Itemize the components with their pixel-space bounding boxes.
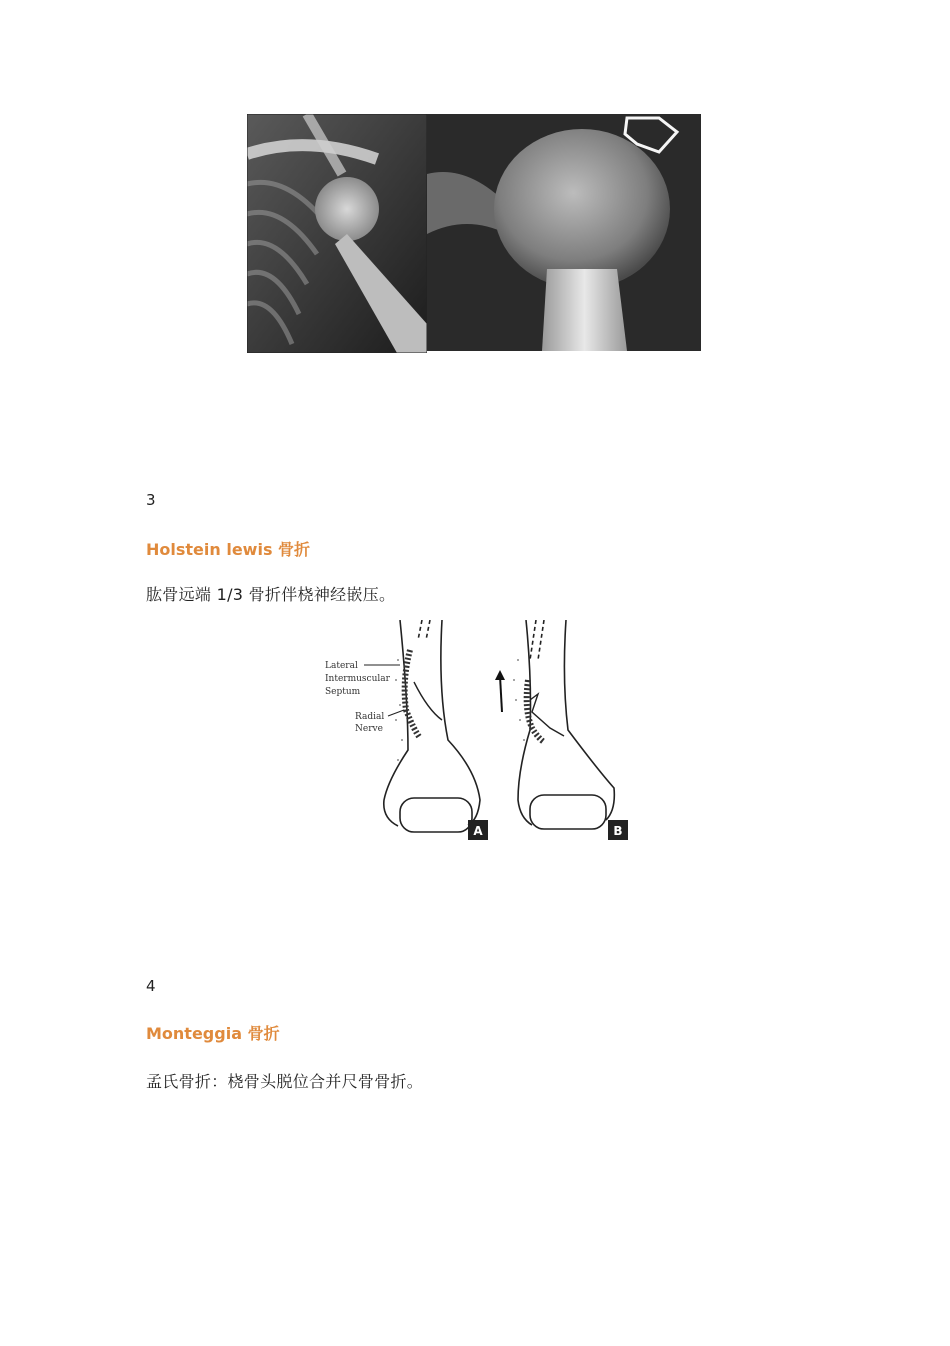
shoulder-xray-image xyxy=(247,114,427,353)
label-radial: Radial xyxy=(355,712,385,722)
section-number: 4 xyxy=(146,977,156,995)
panel-a-label: A xyxy=(473,824,483,838)
section-heading: Monteggia 骨折 xyxy=(146,1024,280,1043)
section-heading: Holstein lewis 骨折 xyxy=(146,540,311,559)
holstein-lewis-diagram xyxy=(318,620,630,842)
section-number: 3 xyxy=(146,491,156,509)
panel-b-label: B xyxy=(613,824,623,838)
humeral-head-xray-image xyxy=(427,114,701,351)
label-intermuscular: Intermuscular xyxy=(325,674,390,684)
section-description: 孟氏骨折：桡骨头脱位合并尺骨骨折。 xyxy=(146,1072,424,1091)
label-nerve: Nerve xyxy=(355,724,383,734)
label-septum: Septum xyxy=(325,687,361,697)
section-description: 肱骨远端 1/3 骨折伴桡神经嵌压。 xyxy=(146,585,396,604)
label-lateral: Lateral xyxy=(325,661,358,671)
